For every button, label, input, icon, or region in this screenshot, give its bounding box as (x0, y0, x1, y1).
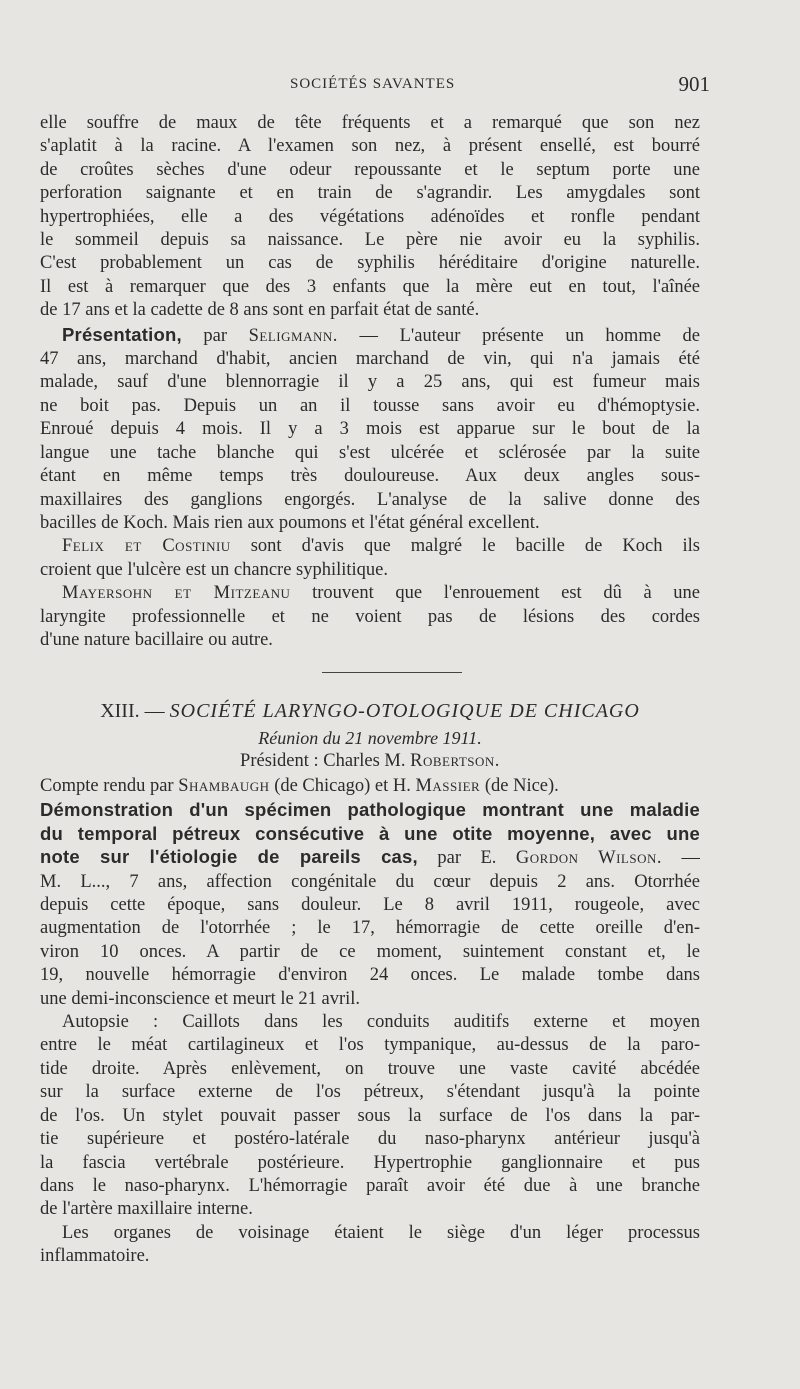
text-line (40, 582, 700, 605)
text-line: de croûtes sèches d'une odeur repoussante et le septum porte une (40, 159, 700, 180)
section-heading (40, 700, 700, 723)
text-line: tie supérieure et postéro-latérale du naso-pharynx antérieur jusqu'à (40, 1129, 700, 1150)
text-line: de l'artère maxillaire interne. (40, 1199, 253, 1220)
presentation-heading: Présentation, (62, 323, 182, 345)
text-line: étant en même temps très douloureuse. Aux deux angles sous- (40, 466, 700, 487)
text-line: Il est à remarquer que des 3 enfants que la mère eut en tout, l'aînée (40, 276, 700, 297)
text-line: C'est probablement un cas de syphilis héréditaire d'origine naturelle. (40, 253, 700, 274)
paragraph-presentation (40, 323, 700, 536)
section-title: SOCIÉTÉ LARYNGO-OTOLOGIQUE DE CHICAGO (169, 700, 640, 722)
section-number: XIII. — (100, 700, 165, 722)
text-line: le sommeil depuis sa naissance. Le père nie avoir eu la syphilis. (40, 230, 700, 251)
paragraph-mayersohn (40, 582, 700, 652)
text-fragment: trouvent que l'enrouement est dû à une (312, 583, 700, 604)
text-fragment: Compte rendu par (40, 776, 174, 796)
text-line: maxillaires des ganglions engorgés. L'analyse de la salive donne des (40, 489, 700, 510)
text-line: de 17 ans et la cadette de 8 ans sont en parfait état de santé. (40, 300, 480, 321)
text-line: Enroué depuis 4 mois. Il y a 3 mois est apparue sur le bout de la (40, 419, 700, 440)
text-line: ne boit pas. Depuis un an il tousse sans avoir eu d'hémoptysie. (40, 395, 700, 416)
section-president (40, 751, 700, 772)
text-line: d'une nature bacillaire ou autre. (40, 629, 273, 650)
text-line (40, 535, 700, 558)
author-names: Felix et Costiniu (62, 536, 231, 557)
text-line: entre le méat cartilagineux et l'os tympanique, au-dessus de la paro- (40, 1035, 700, 1056)
author-name: Gordon Wilson. (515, 848, 663, 869)
text-line: tide droite. Après enlèvement, on trouve une vaste cavité abcédée (40, 1058, 700, 1079)
text-line: de l'os. Un stylet pouvait passer sous la surface de l'os dans la par- (40, 1105, 700, 1126)
author-name: Shambaugh (178, 776, 270, 796)
text-line: croient que l'ulcère est un chancre syphilitique. (40, 559, 389, 580)
text-line: laryngite professionnelle et ne voient pas de lésions des cordes (40, 606, 700, 627)
text-fragment: par (203, 325, 228, 346)
text-line: viron 10 onces. A partir de ce moment, suintement constant et, le (40, 941, 700, 962)
text-line: une demi-inconscience et meurt le 21 avril. (40, 988, 361, 1009)
body-text-top (40, 112, 700, 652)
text-fragment: (de Nice). (484, 776, 559, 796)
demo-heading-line: du temporal pétreux consécutive à une otite moyenne, avec une (40, 822, 700, 844)
president-name: Robertson. (410, 751, 500, 771)
paragraph-organes (40, 1222, 700, 1269)
paragraph-autopsie (40, 1011, 700, 1222)
text-line: bacilles de Koch. Mais rien aux poumons et l'état général excellent. (40, 512, 540, 533)
text-line: langue une tache blanche qui s'est ulcérée et sclérosée par la suite (40, 442, 700, 463)
text-line: dans le naso-pharynx. L'hémorragie paraît avoir été due à une branche (40, 1175, 700, 1196)
paragraph-felix (40, 535, 700, 582)
section-subtitle: Réunion du 21 novembre 1911. (258, 728, 482, 748)
demo-heading-line: note sur l'étiologie de pareils cas, (40, 846, 418, 868)
text-line: Les organes de voisinage étaient le siège d'un léger processus (62, 1222, 700, 1243)
text-line: la fascia vertébrale postérieure. Hypertrophie ganglionnaire et pus (40, 1152, 700, 1173)
text-line (40, 775, 700, 798)
text-fragment: — L'auteur présente un homme de (359, 325, 700, 346)
text-line: M. L..., 7 ans, affection congénitale du cœur depuis 2 ans. Otorrhée (40, 871, 700, 892)
author-name: Seligmann. (248, 325, 338, 346)
running-header (40, 72, 710, 100)
text-line: s'aplatit à la racine. A l'examen son nez, à présent ensellé, est bourré (40, 136, 700, 157)
text-fragment: sont d'avis que malgré le bacille de Koch ils (250, 536, 700, 557)
text-line: hypertrophiées, elle a des végétations adénoïdes et ronfle pendant (40, 206, 700, 227)
paragraph-demonstration (40, 798, 700, 1011)
text-fragment: (de Chicago) et H. (274, 776, 411, 796)
author-names: Mayersohn et Mitzeanu (62, 583, 291, 604)
text-line: augmentation de l'otorrhée ; le 17, hémorragie de cette oreille d'en- (40, 918, 700, 939)
author-name: Massier (415, 776, 481, 796)
running-title: SOCIÉTÉS SAVANTES (290, 76, 456, 92)
text-fragment: — (681, 848, 700, 869)
text-line: malade, sauf d'une blennorragie il y a 25 ans, qui est fumeur mais (40, 372, 700, 393)
text-line: Autopsie : Caillots dans les conduits auditifs externe et moyen (62, 1012, 700, 1033)
text-line (40, 845, 700, 870)
text-line: elle souffre de maux de tête fréquents et a remarqué que son nez (40, 113, 700, 133)
demo-heading-line: Démonstration d'un spécimen pathologique montrant une maladie (40, 799, 700, 821)
text-line (40, 323, 700, 348)
text-fragment: Président : Charles M. (240, 751, 406, 771)
page-number: 901 (678, 72, 710, 96)
paragraph-compte-rendu (40, 775, 700, 798)
section-divider (322, 672, 462, 673)
text-line: 19, nouvelle hémorragie d'environ 24 onces. Le malade tombe dans (40, 965, 700, 986)
body-text-bottom (40, 775, 700, 1269)
text-line: 47 ans, marchand d'habit, ancien marchand de vin, qui n'a jamais été (40, 349, 700, 370)
text-line: inflammatoire. (40, 1246, 150, 1267)
text-fragment: par E. (437, 848, 497, 869)
paragraph-case-end (40, 112, 700, 323)
text-line: sur la surface externe de l'os pétreux, s'étendant jusqu'à la pointe (40, 1082, 700, 1103)
text-line: perforation saignante et en train de s'agrandir. Les amygdales sont (40, 183, 700, 204)
text-line: depuis cette époque, sans douleur. Le 8 avril 1911, rougeole, avec (40, 895, 700, 916)
